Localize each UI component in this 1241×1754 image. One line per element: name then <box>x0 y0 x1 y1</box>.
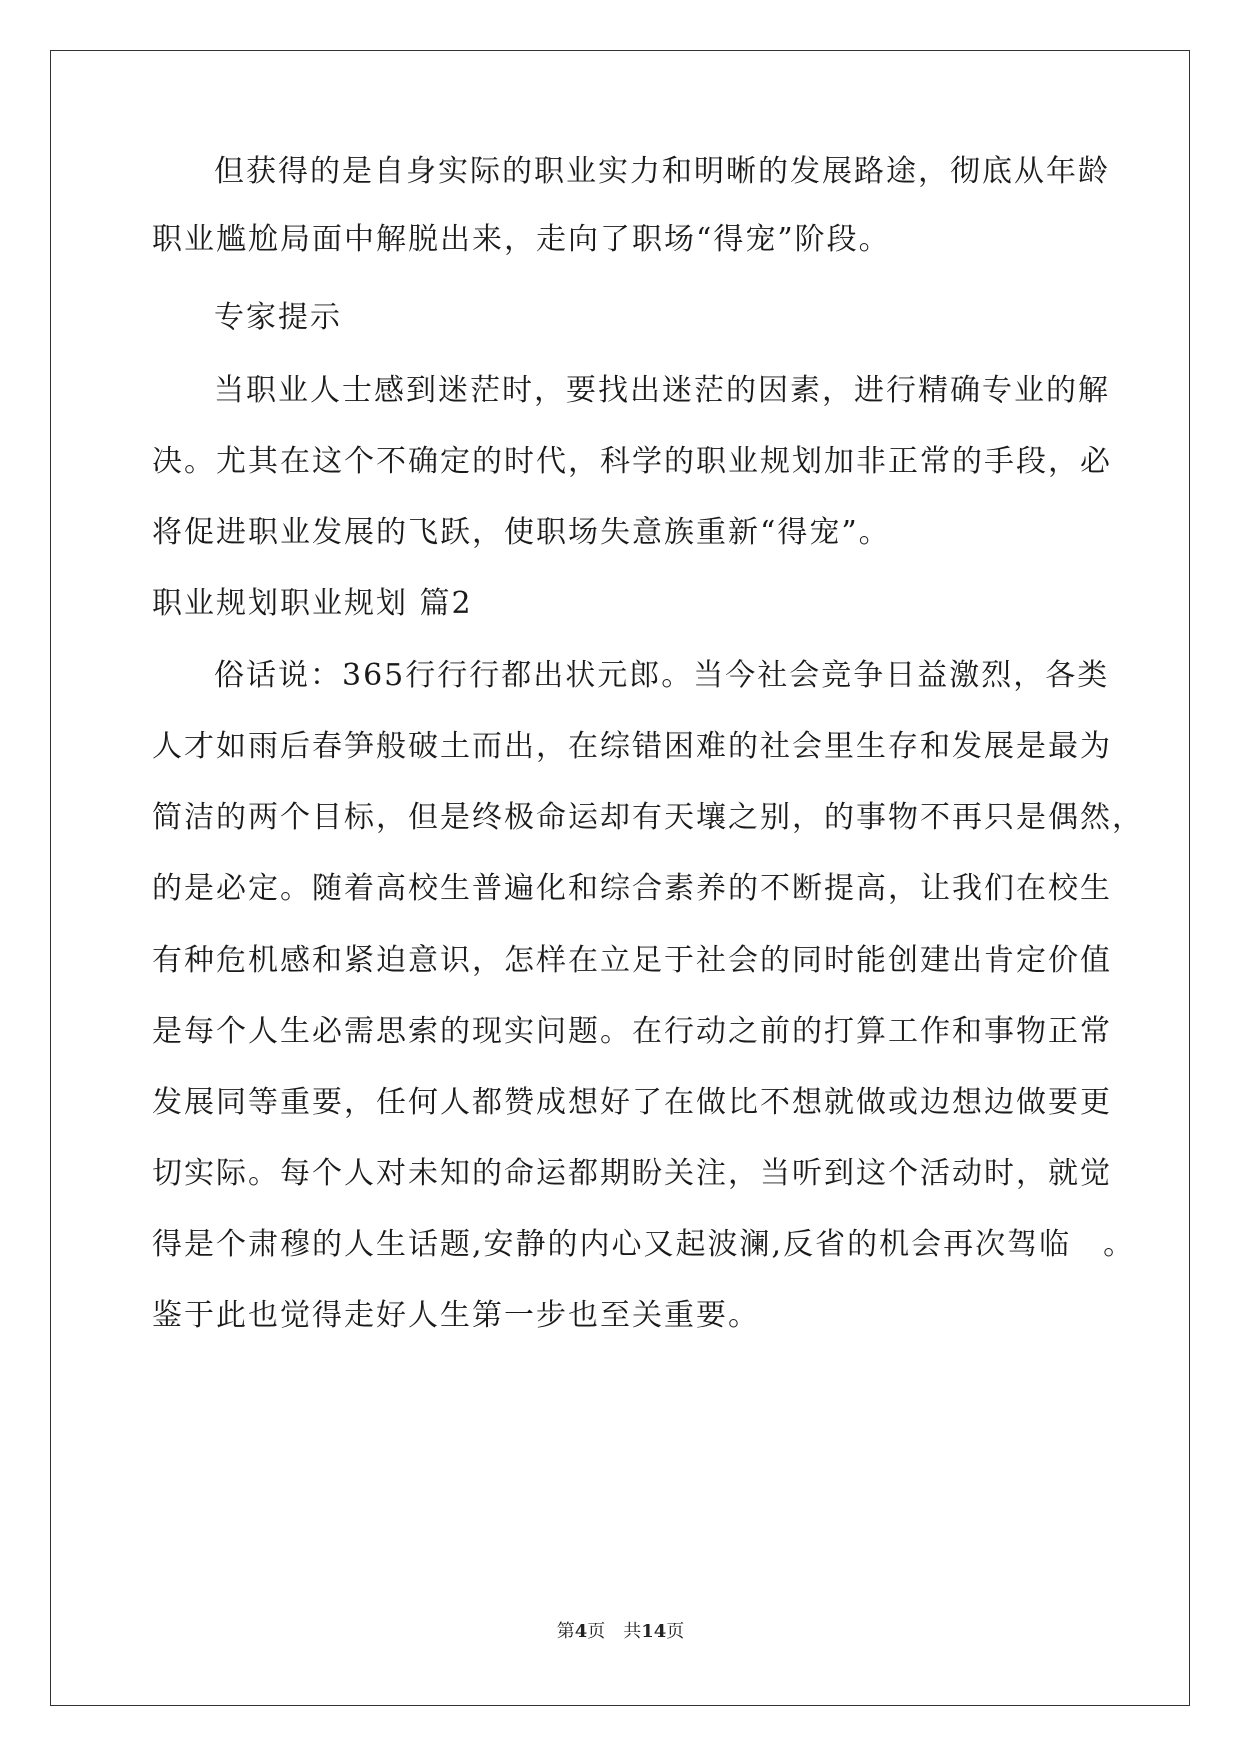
page-footer <box>0 1620 1241 1644</box>
text-line: 职业尴尬局面中解脱出来，走向了职场“得宠”阶段。 <box>152 222 891 257</box>
page-number: 4 <box>574 1621 588 1642</box>
text-line: 当职业人士感到迷茫时，要找出迷茫的因素，进行精确专业的解 <box>214 373 1110 408</box>
text-line: 但获得的是自身实际的职业实力和明晰的发展路途，彻底从年龄 <box>214 154 1110 189</box>
text-line: 人才如雨后春笋般破土而出，在综错困难的社会里生存和发展是最为 <box>152 729 1112 764</box>
text-line: 得是个肃穆的人生话题,安静的内心又起波澜,反省的机会再次驾临 。 <box>152 1227 1136 1262</box>
text-line: 有种危机感和紧迫意识，怎样在立足于社会的同时能创建出肯定价值 <box>152 943 1112 978</box>
text-line: 将促进职业发展的飞跃，使职场失意族重新“得宠”。 <box>152 515 891 550</box>
article-title: 职业规划职业规划 篇2 <box>152 586 473 621</box>
text-line: 决。尤其在这个不确定的时代，科学的职业规划加非正常的手段，必 <box>152 444 1112 479</box>
total-pages: 14 <box>641 1621 667 1642</box>
total-label-prefix: 共 <box>623 1621 642 1642</box>
page-label-suffix: 页 <box>587 1621 606 1642</box>
text-line: 发展同等重要，任何人都赞成想好了在做比不想就做或边想边做要更 <box>152 1085 1112 1120</box>
text-line: 俗话说：365行行行都出状元郎。当今社会竞争日益激烈，各类 <box>214 658 1110 693</box>
section-heading: 专家提示 <box>214 300 342 335</box>
page-label-prefix: 第 <box>556 1621 575 1642</box>
text-line: 切实际。每个人对未知的命运都期盼关注，当听到这个活动时，就觉 <box>152 1156 1112 1191</box>
text-line: 鉴于此也觉得走好人生第一步也至关重要。 <box>152 1298 760 1333</box>
total-label-suffix: 页 <box>666 1621 685 1642</box>
text-line: 简洁的两个目标，但是终极命运却有天壤之别，的事物不再只是偶然， <box>152 800 1144 835</box>
text-line: 的是必定。随着高校生普遍化和综合素养的不断提高，让我们在校生 <box>152 871 1112 906</box>
text-line: 是每个人生必需思索的现实问题。在行动之前的打算工作和事物正常 <box>152 1014 1112 1049</box>
